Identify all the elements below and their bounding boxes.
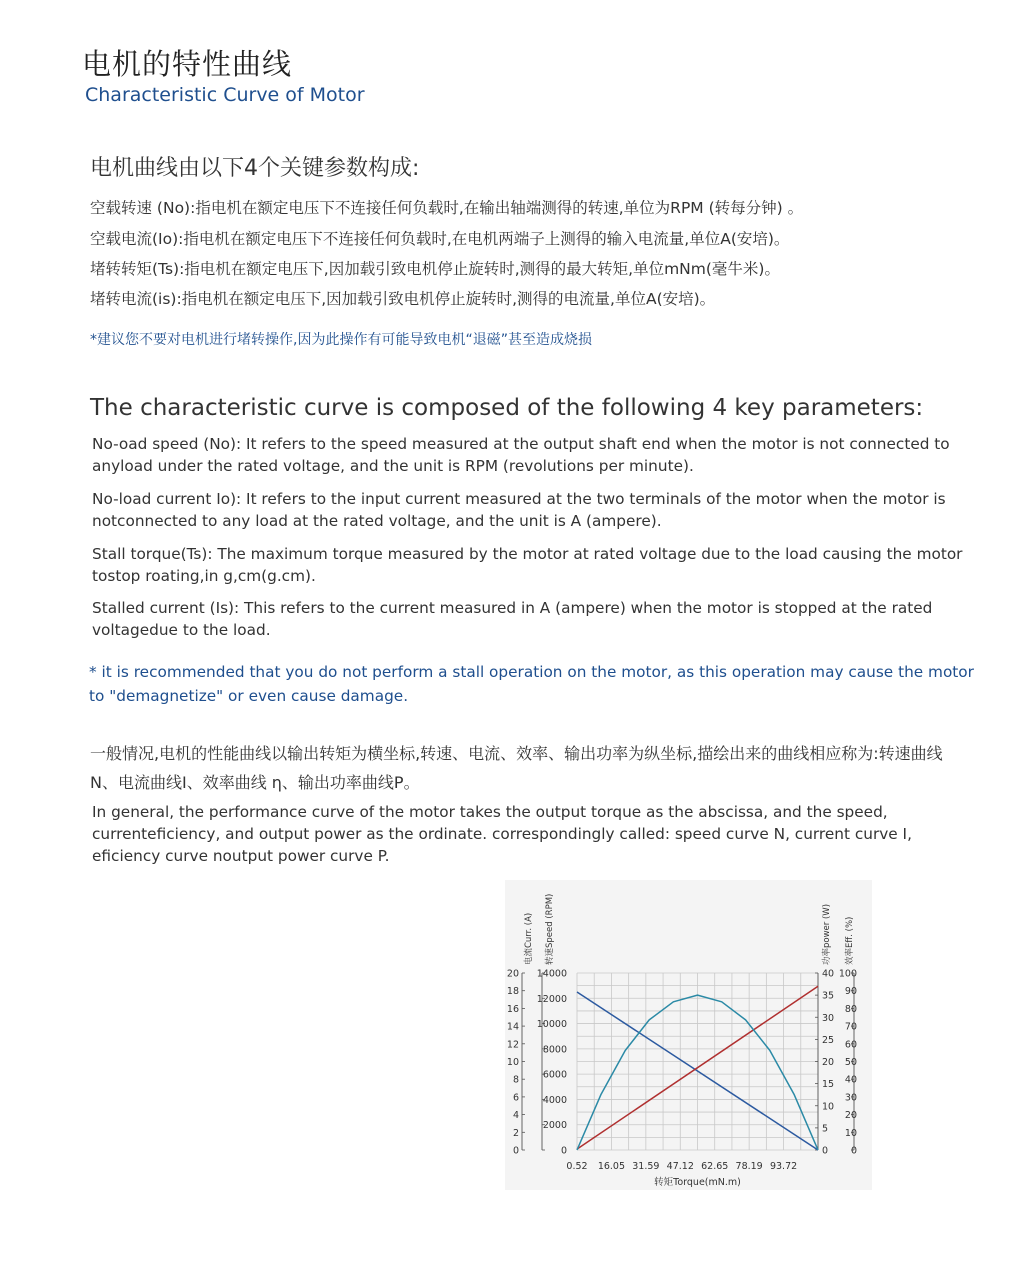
chart-tick-label-current: 6 (512, 1092, 519, 1104)
chart-tick-label-current: 4 (512, 1110, 519, 1122)
param-en-stall-torque: Stall torque(Ts): The maximum torque measured by the motor at rated voltage due to the load causing the motor tostop roating,in g,cm(g.cm). (92, 545, 963, 585)
chart-tick-label-power: 5 (822, 1123, 829, 1135)
chart-tick-label-power: 30 (822, 1012, 835, 1024)
chart-tick-label-speed: 10000 (536, 1019, 567, 1031)
chart-tick-label-efficiency: 40 (844, 1074, 857, 1086)
chart-tick-label-current: 12 (506, 1039, 519, 1051)
param-cn-stall-current: 堵转电流(is):指电机在额定电压下,因加载引致电机停止旋转时,测得的电流量,单位A(安培)。 (90, 290, 716, 308)
chart-tick-label-efficiency: 100 (838, 968, 857, 980)
chart-tick-label-speed: 14000 (536, 968, 567, 980)
chart-tick-label-efficiency: 50 (844, 1057, 857, 1068)
chart-tick-label-current: 14 (506, 1021, 519, 1033)
chart-tick-label-power: 20 (822, 1057, 835, 1068)
chart-tick-label-power: 35 (822, 990, 835, 1002)
chart-tick-label-current: 8 (512, 1074, 519, 1086)
chart-tick-label-current: 10 (506, 1057, 519, 1068)
chart-tick-label-power: 25 (822, 1034, 835, 1046)
param-en-no-load-speed: No-oad speed (No): It refers to the speed measured at the output shaft end when the motor is not connected to anyload under the rated voltage, and the unit is RPM (revolutions per minute). (92, 435, 950, 475)
chart-x-tick-label: 0.52 (566, 1161, 588, 1172)
chart-x-tick-label: 16.05 (597, 1161, 626, 1172)
chart-tick-label-current: 0 (512, 1145, 519, 1157)
chart-tick-label-speed: 2000 (542, 1120, 567, 1132)
chart-x-tick-label: 93.72 (769, 1161, 798, 1172)
chart-tick-label-efficiency: 60 (844, 1039, 857, 1051)
page-subtitle: Characteristic Curve of Motor (85, 84, 365, 106)
chart-tick-label-speed: 12000 (536, 993, 567, 1005)
chart-tick-label-power: 10 (822, 1101, 835, 1113)
chart-tick-label-efficiency: 30 (844, 1092, 857, 1104)
chart-x-tick-label: 47.12 (666, 1161, 694, 1172)
chart-tick-label-current: 2 (512, 1127, 519, 1139)
warning-note-en: * it is recommended that you do not perform a stall operation on the motor, as this operation may cause the motor to "demagnetize" or even cause damage. (89, 663, 974, 705)
chart-axis-title-speed: 转速Speed (RPM) (545, 893, 555, 965)
chart-tick-label-speed: 8000 (542, 1044, 567, 1056)
chart-tick-label-current: 20 (506, 968, 519, 980)
chart-x-tick-label: 78.19 (735, 1161, 763, 1172)
performance-chart-svg (505, 880, 872, 1190)
param-cn-no-load-current: 空载电流(Io):指电机在额定电压下不连接任何负载时,在电机两端子上测得的输入电流量,单位A(安培)。 (90, 230, 790, 248)
chart-x-tick-label: 62.65 (701, 1161, 729, 1172)
chart-tick-label-speed: 4000 (542, 1094, 567, 1106)
chart-axis-title-current: 电流Curr. (A) (524, 912, 534, 965)
chart-tick-label-speed: 0 (560, 1145, 567, 1157)
chart-axis-title-power: 功率power (W) (822, 903, 832, 965)
param-cn-stall-torque: 堵转转矩(Ts):指电机在额定电压下,因加载引致电机停止旋转时,测得的最大转矩,单位mNm(毫牛米)。 (90, 260, 780, 278)
chart-tick-label-efficiency: 90 (844, 986, 857, 998)
chart-tick-label-speed: 6000 (542, 1069, 567, 1081)
intro-heading-cn: 电机曲线由以下4个关键参数构成: (90, 156, 420, 181)
param-en-no-load-current: No-load current Io): It refers to the input current measured at the two terminals of the motor when the motor is notconnected to any load at the rated voltage, and the unit is A (ampere). (92, 490, 946, 530)
param-cn-no-load-speed: 空载转速 (No):指电机在额定电压下不连接任何负载时,在输出轴端测得的转速,单位为RPM (转每分钟) 。 (90, 199, 804, 217)
chart-tick-label-current: 18 (506, 986, 519, 998)
chart-tick-label-efficiency: 10 (844, 1127, 857, 1139)
performance-chart (505, 880, 872, 1190)
chart-tick-label-power: 15 (822, 1079, 835, 1091)
chart-tick-label-power: 40 (822, 968, 835, 980)
general-description-cn: 一般情况,电机的性能曲线以输出转矩为横坐标,转速、电流、效率、输出功率为纵坐标,描绘出来的曲线相应称为:转速曲线N、电流曲线I、效率曲线 η、输出功率曲线P。 (90, 744, 943, 792)
chart-tick-label-efficiency: 20 (844, 1110, 857, 1122)
chart-x-axis-title: 转矩Torque(mN.m) (654, 1177, 741, 1188)
page-title: 电机的特性曲线 (82, 47, 293, 81)
chart-tick-label-efficiency: 0 (850, 1145, 857, 1157)
param-en-stall-current: Stalled current (Is): This refers to the current measured in A (ampere) when the motor is stopped at the rated voltagedue to the load. (92, 599, 933, 639)
chart-background (505, 880, 872, 1190)
intro-heading-en: The characteristic curve is composed of the following 4 key parameters: (90, 395, 924, 421)
chart-tick-label-efficiency: 80 (844, 1003, 857, 1015)
chart-tick-label-current: 16 (506, 1003, 519, 1015)
chart-x-tick-label: 31.59 (632, 1161, 660, 1172)
general-description-en: In general, the performance curve of the motor takes the output torque as the abscissa, and the speed, currenteficiency, and output power as the ordinate. correspondingly called: speed curve N, current curve I, eficiency curve noutput power curve P. (92, 803, 912, 865)
chart-tick-label-efficiency: 70 (844, 1021, 857, 1033)
chart-tick-label-power: 0 (822, 1145, 829, 1157)
warning-note-cn: *建议您不要对电机进行堵转操作,因为此操作有可能导致电机“退磁”甚至造成烧损 (90, 332, 592, 348)
chart-axis-title-efficiency: 效率Eff. (%) (845, 916, 855, 965)
